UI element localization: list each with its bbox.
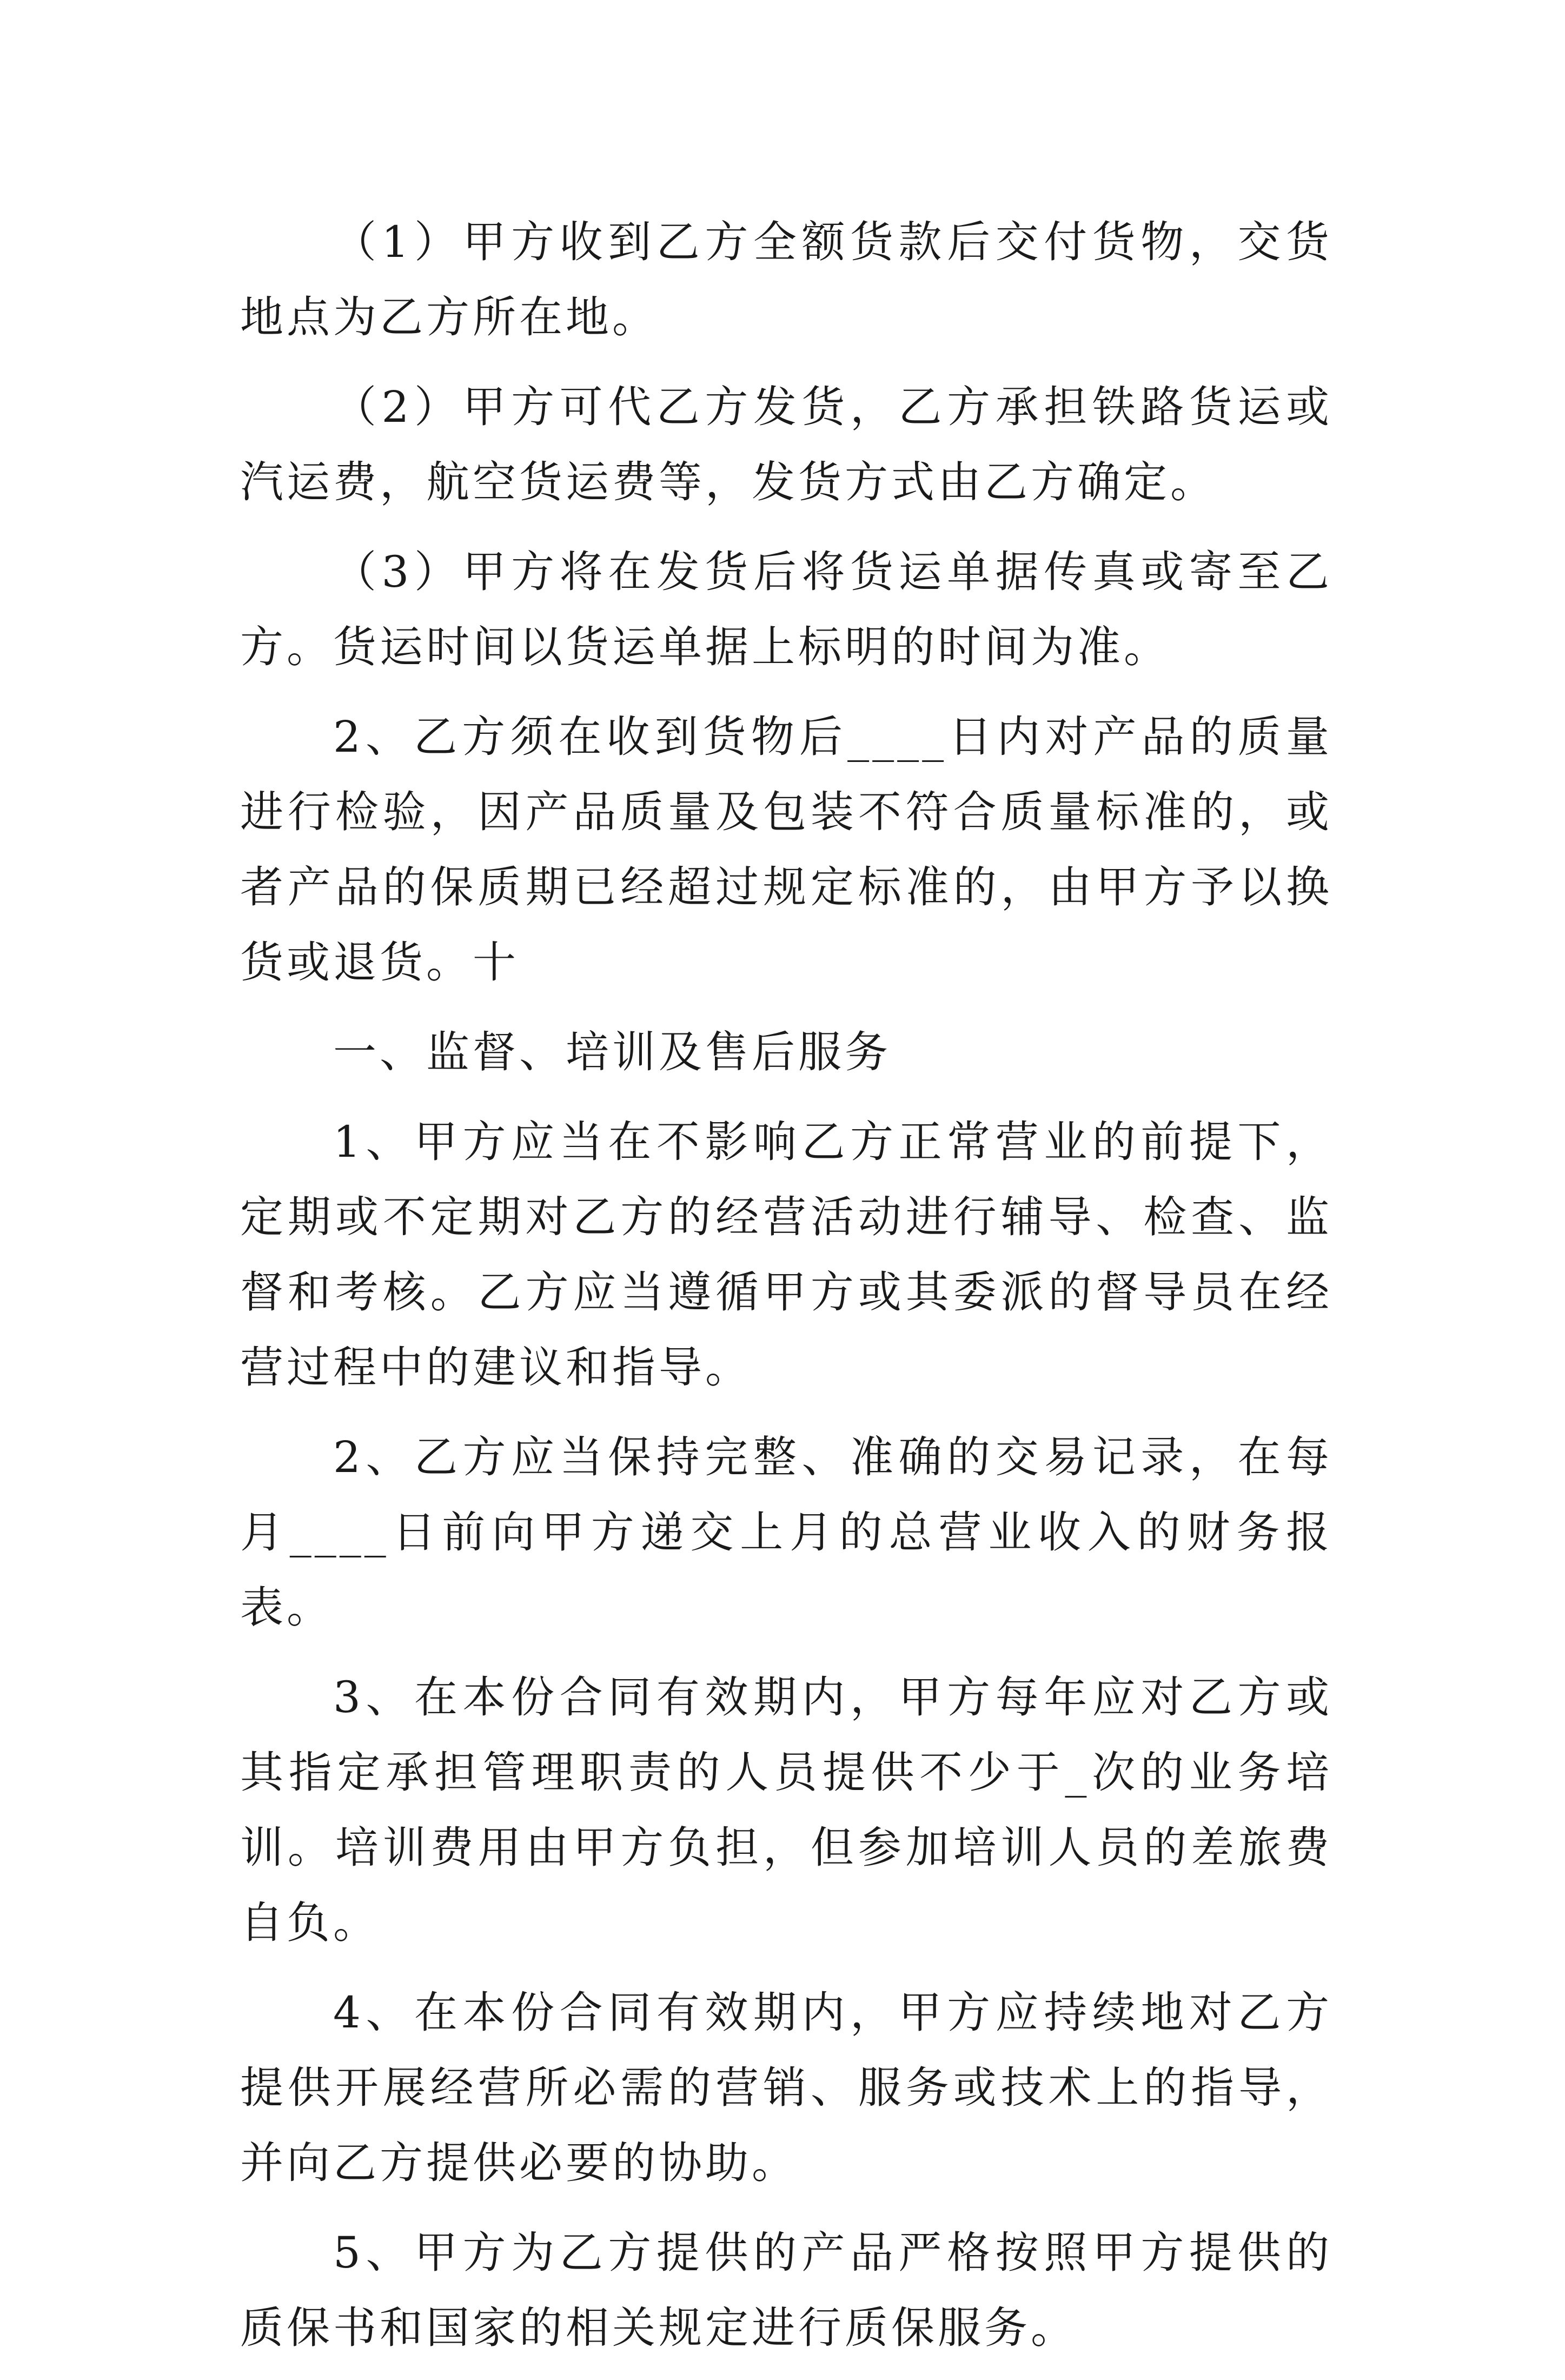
paragraph-delivery-2: （2）甲方可代乙方发货，乙方承担铁路货运或汽运费，航空货运费等，发货方式由乙方确定。 — [240, 382, 1332, 507]
paragraph-delivery-1: （1）甲方收到乙方全额货款后交付货物，交货地点为乙方所在地。 — [240, 217, 1332, 342]
paragraph-supervision-2: 2、乙方应当保持完整、准确的交易记录，在每月____日前向甲方递交上月的总营业收入的财务报表。 — [240, 1432, 1332, 1633]
paragraph-supervision-1: 1、甲方应当在不影响乙方正常营业的前提下，定期或不定期对乙方的经营活动进行辅导、检查、监督和考核。乙方应当遵循甲方或其委派的督导员在经营过程中的建议和指导。 — [240, 1117, 1332, 1393]
document-body — [240, 204, 1332, 2380]
paragraph-inspection: 2、乙方须在收到货物后____日内对产品的质量进行检验，因产品质量及包装不符合质量标准的，或者产品的保质期已经超过规定标准的，由甲方予以换货或退货。十 — [240, 712, 1332, 987]
paragraph-supervision-3: 3、在本份合同有效期内，甲方每年应对乙方或其指定承担管理职责的人员提供不少于_次的业务培训。培训费用由甲方负担，但参加培训人员的差旅费自负。 — [240, 1672, 1332, 1948]
section-heading-supervision: 一、监督、培训及售后服务 — [333, 1027, 891, 1077]
paragraph-supervision-5: 5、甲方为乙方提供的产品严格按照甲方提供的质保书和国家的相关规定进行质保服务。 — [240, 2227, 1332, 2353]
paragraph-delivery-3: （3）甲方将在发货后将货运单据传真或寄至乙方。货运时间以货运单据上标明的时间为准。 — [240, 547, 1332, 672]
paragraph-supervision-4: 4、在本份合同有效期内，甲方应持续地对乙方提供开展经营所必需的营销、服务或技术上的指导，并向乙方提供必要的协助。 — [240, 1987, 1332, 2188]
